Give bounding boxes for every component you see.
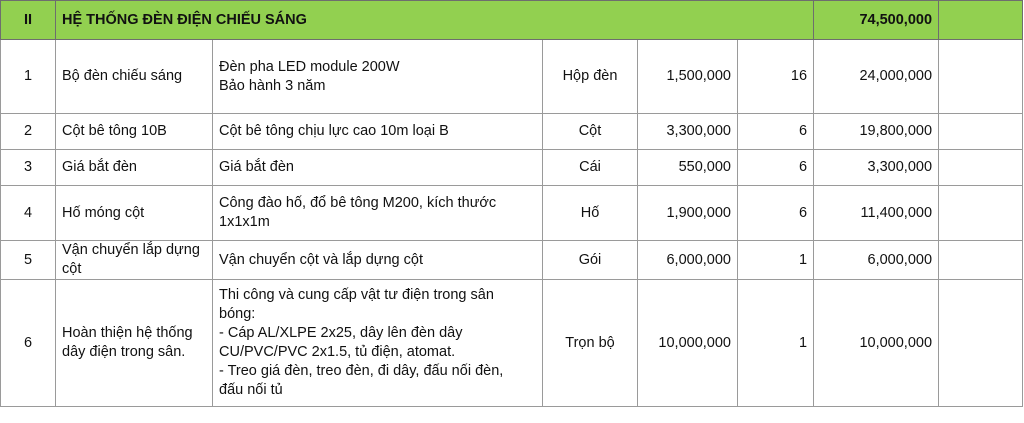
table-row — [1, 150, 1023, 186]
item-quantity: 6 — [738, 186, 814, 241]
item-name — [56, 280, 213, 407]
item-quantity: 1 — [738, 241, 814, 280]
item-description-line: bóng: — [219, 306, 256, 322]
item-description-line: đấu nối tủ — [219, 382, 283, 398]
item-description — [213, 40, 543, 114]
item-name-line: Hoàn thiện hệ thống — [62, 325, 193, 341]
item-number: 5 — [1, 241, 56, 280]
item-number: 2 — [1, 114, 56, 150]
section-title: HỆ THỐNG ĐÈN ĐIỆN CHIẾU SÁNG — [56, 1, 814, 40]
item-note — [939, 40, 1023, 114]
item-description-line: Giá bắt đèn — [219, 159, 294, 175]
item-unit: Hộp đèn — [543, 40, 638, 114]
item-unit-price: 1,900,000 — [638, 186, 738, 241]
item-description-line: CU/PVC/PVC 2x1.5, tủ điện, atomat. — [219, 344, 456, 360]
item-amount: 11,400,000 — [814, 186, 939, 241]
item-description — [213, 114, 543, 150]
item-unit-price: 550,000 — [638, 150, 738, 186]
item-quantity: 16 — [738, 40, 814, 114]
item-description-line: Vận chuyển cột và lắp dựng cột — [219, 251, 423, 268]
item-name-line: Giá bắt đèn — [62, 159, 137, 175]
item-amount: 19,800,000 — [814, 114, 939, 150]
item-unit-price: 6,000,000 — [638, 241, 738, 280]
item-note — [939, 241, 1023, 280]
item-description-line: - Cáp AL/XLPE 2x25, dây lên đèn dây — [219, 325, 463, 341]
item-note — [939, 114, 1023, 150]
item-description-line: Cột bê tông chịu lực cao 10m loại B — [219, 123, 449, 139]
item-quantity: 6 — [738, 150, 814, 186]
item-name-line: Vận chuyển lắp dựng — [62, 242, 200, 258]
section-number: II — [1, 1, 56, 40]
item-description-line: 1x1x1m — [219, 214, 270, 230]
table-row — [1, 280, 1023, 407]
item-unit: Hố — [543, 186, 638, 241]
item-number: 4 — [1, 186, 56, 241]
table-row — [1, 114, 1023, 150]
item-quantity: 1 — [738, 280, 814, 407]
item-description-line: Bảo hành 3 năm — [219, 77, 326, 94]
item-amount: 6,000,000 — [814, 241, 939, 280]
item-number: 6 — [1, 280, 56, 407]
item-name-line: Hố móng cột — [62, 204, 145, 221]
item-name — [56, 150, 213, 186]
item-description — [213, 280, 543, 407]
item-name-line: Cột bê tông 10B — [62, 123, 167, 139]
item-unit-price: 1,500,000 — [638, 40, 738, 114]
section-header-row — [1, 1, 1023, 40]
table-row — [1, 241, 1023, 280]
item-name — [56, 241, 213, 280]
item-note — [939, 150, 1023, 186]
item-amount: 24,000,000 — [814, 40, 939, 114]
item-name — [56, 114, 213, 150]
item-description-line: Đèn pha LED module 200W — [219, 58, 400, 75]
table-row — [1, 186, 1023, 241]
item-description — [213, 241, 543, 280]
item-unit: Trọn bộ — [543, 280, 638, 407]
item-name — [56, 40, 213, 114]
item-quantity: 6 — [738, 114, 814, 150]
item-description — [213, 186, 543, 241]
section-total: 74,500,000 — [814, 1, 939, 40]
item-unit: Cột — [543, 114, 638, 150]
item-number: 1 — [1, 40, 56, 114]
item-description — [213, 150, 543, 186]
item-amount: 3,300,000 — [814, 150, 939, 186]
item-description-line: Công đào hố, đổ bê tông M200, kích thước — [219, 195, 497, 211]
item-name — [56, 186, 213, 241]
item-unit-price: 10,000,000 — [638, 280, 738, 407]
item-name-line: Bộ đèn chiếu sáng — [62, 68, 183, 84]
item-amount: 10,000,000 — [814, 280, 939, 407]
item-unit: Cái — [543, 150, 638, 186]
item-note — [939, 280, 1023, 407]
item-description-line: Thi công và cung cấp vật tư điện trong sân — [219, 287, 494, 303]
item-note — [939, 186, 1023, 241]
item-name-line: cột — [62, 261, 82, 277]
item-name-line: dây điện trong sân. — [62, 344, 186, 360]
item-description-line: - Treo giá đèn, treo đèn, đi dây, đấu nối đèn, — [219, 363, 504, 379]
section-note-cell — [939, 1, 1023, 40]
item-unit-price: 3,300,000 — [638, 114, 738, 150]
item-unit: Gói — [543, 241, 638, 280]
item-number: 3 — [1, 150, 56, 186]
table-row — [1, 40, 1023, 114]
